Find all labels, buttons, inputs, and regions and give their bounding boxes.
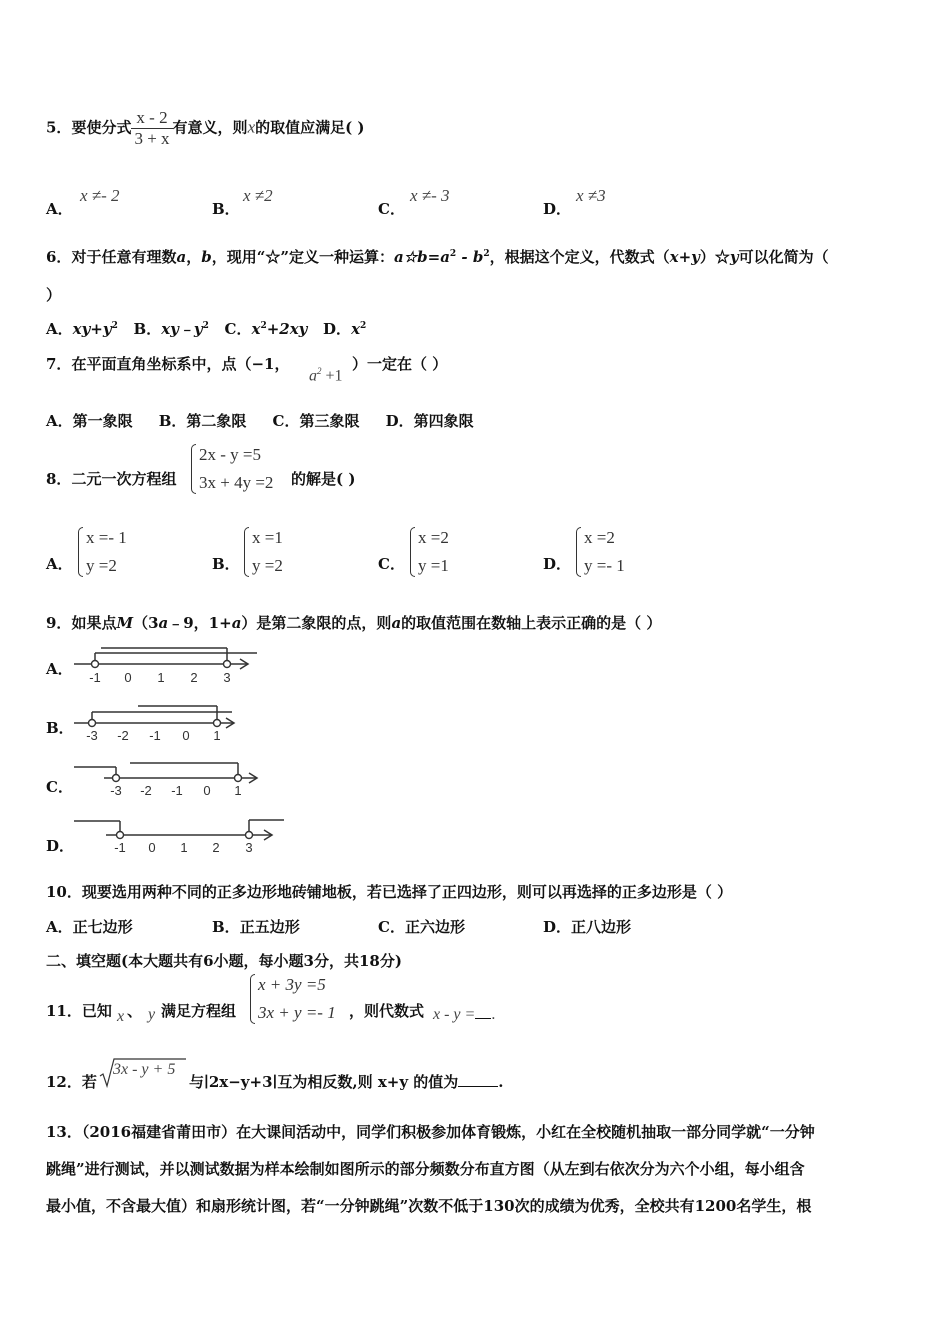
q6-option-c-expr: x	[251, 320, 261, 338]
q7-options[interactable]: A．第一象限 B．第二象限 C．第三象限 D．第四象限	[46, 412, 474, 430]
q6-option-d-sup: 2	[360, 321, 367, 331]
q11-expr-text: x - y =	[433, 1006, 476, 1023]
q5-var: x	[247, 117, 256, 137]
open-circle	[117, 832, 124, 839]
q8-option-c[interactable]	[410, 524, 449, 580]
q11-var-y: y	[148, 1006, 156, 1023]
q13-line-1	[46, 1121, 815, 1142]
q5-option-d-expr: x ≠3	[576, 186, 606, 205]
q7-expr-a: a	[309, 367, 317, 385]
q5-prompt-before: 要使分式	[71, 118, 132, 137]
q6-var-a: a	[176, 248, 187, 266]
q8-option-b-label[interactable]: B．	[212, 555, 240, 573]
tick-label: 1	[234, 783, 242, 798]
q5-option-b-expr: x ≠2	[243, 186, 273, 205]
q5-option-c-expr: x ≠- 3	[410, 186, 450, 205]
q9-number: 9．	[46, 614, 72, 632]
q6-option-b-sup: 2	[202, 321, 209, 331]
q11-text-1: 已知	[81, 1002, 112, 1020]
q6-option-b-expr: xy﹣y	[161, 320, 203, 338]
q9-option-b-numberline[interactable]	[72, 698, 272, 744]
q8-option-c-label[interactable]: C．	[378, 555, 405, 573]
q5-option-c-label: C．	[378, 200, 405, 218]
q11-text-3: ，则代数式	[349, 1002, 425, 1020]
q8-option-d-eq1: x =2	[584, 528, 615, 547]
q9-text-1: 如果点	[71, 614, 117, 632]
tick-label: 1	[180, 840, 188, 855]
q10-option-b[interactable]	[212, 916, 300, 937]
q10-option-a-label: A．	[46, 918, 73, 936]
tick-label: 0	[182, 728, 190, 743]
q6-option-b-label: B．	[133, 320, 162, 338]
q9-option-c-numberline[interactable]	[72, 757, 272, 803]
q6-option-d-label: D．	[323, 320, 352, 338]
q9-option-a-label[interactable]: A．	[46, 660, 73, 678]
q8-option-a-label[interactable]: A．	[46, 555, 73, 573]
tick-label: 0	[203, 783, 211, 798]
q12-answer-blank[interactable]	[458, 1074, 498, 1087]
q9-var-a3: a	[391, 614, 402, 632]
tick-label: -2	[117, 728, 129, 743]
q5-frac-den: 3 + x	[134, 129, 170, 148]
section-heading: 二、填空题(本大题共有6小题，每小题3分，共18分)	[46, 952, 402, 970]
open-circle	[246, 832, 253, 839]
q9-option-a-numberline[interactable]	[72, 640, 272, 686]
q8-number: 8．	[46, 470, 72, 488]
q12-stem-1	[46, 1071, 97, 1092]
q7-stem-2: ）一定在（ ）	[352, 355, 448, 373]
q6-var-y: y	[729, 248, 739, 266]
q9-text-2: （3	[133, 614, 159, 632]
q8-eq2: 3x + 4y =2	[199, 473, 274, 492]
q9-text-3: ﹣9，1+	[168, 614, 232, 632]
q8-option-c-eq1: x =2	[418, 528, 449, 547]
q6-var-b: b	[201, 248, 212, 266]
q6-def: a☆b=a	[393, 248, 450, 266]
q10-option-b-text: 正五边形	[239, 918, 300, 936]
q11-answer-blank[interactable]	[475, 1008, 491, 1019]
q9-option-c-label[interactable]: C．	[46, 778, 73, 796]
q6-comma: ，	[186, 248, 202, 266]
q5-option-c[interactable]	[378, 198, 405, 219]
q10-option-b-label: B．	[212, 918, 240, 936]
q13-line-2: 跳绳”进行测试，并以测试数据为样本绘制如图所示的部分频数分布直方图（从左到右依次分为六个小组，每小组含	[46, 1160, 805, 1178]
q7-text-1: 在平面直角坐标系中，点（−1，	[71, 355, 290, 373]
q9-text-4: ）是第二象限的点，则	[241, 614, 392, 632]
q5-option-d[interactable]	[543, 198, 571, 219]
q11-expr	[433, 1006, 495, 1024]
open-circle	[89, 720, 96, 727]
q6-text-2: ，现用“☆”定义一种运算：	[211, 248, 394, 266]
q8-option-d[interactable]	[576, 524, 625, 580]
q9-var-a1: a	[158, 614, 169, 632]
q9-var-a2: a	[231, 614, 242, 632]
q5-prompt-after: 的取值应满足( )	[255, 118, 365, 137]
q5-option-a-expr: x ≠- 2	[80, 186, 120, 205]
q6-def2: - b	[456, 248, 484, 266]
q9-stem	[46, 612, 661, 633]
q8-option-a-eq2: y =2	[86, 556, 117, 575]
q8-option-d-eq2: y =- 1	[584, 556, 625, 575]
open-circle	[92, 661, 99, 668]
q10-option-d-text: 正八边形	[571, 918, 632, 936]
q13-number: 13．	[46, 1123, 82, 1141]
q5-option-d-label: D．	[543, 200, 572, 218]
q8-option-c-eq2: y =1	[418, 556, 449, 575]
open-circle	[113, 775, 120, 782]
q9-option-b-label[interactable]: B．	[46, 719, 74, 737]
tick-label: -1	[149, 728, 161, 743]
q6-option-d[interactable]	[323, 320, 366, 338]
tick-label: 1	[157, 670, 165, 685]
q5-option-b[interactable]	[212, 198, 240, 219]
q10-option-a[interactable]	[46, 916, 133, 937]
q6-text-3: ，根据这个定义，代数式（	[489, 248, 670, 266]
q11-stem-1	[46, 1000, 112, 1021]
q12-number: 12．	[46, 1073, 82, 1091]
q7-expr-rest: +1	[321, 367, 343, 385]
tick-label: 1	[213, 728, 221, 743]
q8-option-a[interactable]	[78, 524, 127, 580]
q12-text-2: 与∣2x−y+3∣互为相反数,则 x+y 的值为	[189, 1073, 459, 1091]
tick-label: 0	[124, 670, 132, 685]
q5-frac-num: x - 2	[131, 108, 172, 129]
open-circle	[214, 720, 221, 727]
q11-eq2: 3x + y =- 1	[258, 1003, 336, 1022]
q10-option-c-label: C．	[378, 918, 405, 936]
q11-eq1: x + 3y =5	[258, 975, 326, 994]
q8-option-d-label[interactable]: D．	[543, 555, 572, 573]
q5-option-a-label: A．	[46, 200, 73, 218]
tick-label: -1	[171, 783, 183, 798]
q6-sup: 2	[449, 249, 457, 259]
q12-text-1: 若	[81, 1073, 97, 1091]
q10-stem: 10．现要选用两种不同的正多边形地砖铺地板，若已选择了正四边形，则可以再选择的正多边形是（ ）	[46, 883, 733, 901]
tick-label: 0	[148, 840, 156, 855]
q8-eq1: 2x - y =5	[199, 445, 261, 464]
q5-option-b-label: B．	[212, 200, 240, 218]
q7-expr	[309, 366, 343, 385]
q6-line2: ）	[46, 286, 62, 304]
q8-text-1: 二元一次方程组	[71, 470, 177, 488]
q6-option-d-expr: x	[351, 320, 361, 338]
q6-sup2: 2	[483, 249, 490, 259]
q10-option-c[interactable]	[378, 916, 465, 937]
q6-option-c[interactable]	[225, 320, 308, 338]
tick-label: 2	[212, 840, 220, 855]
q8-system	[191, 441, 273, 497]
q11-text-2: 满足方程组	[161, 1002, 237, 1020]
q12-radicand: 3x - y + 5	[113, 1061, 176, 1078]
q7-number: 7．	[46, 355, 72, 373]
tick-label: -3	[86, 728, 98, 743]
q5-fraction	[131, 108, 172, 149]
q7-stem-1	[46, 353, 289, 374]
q8-stem-1	[46, 468, 176, 489]
q11-sep: 、	[127, 1002, 143, 1020]
q6-option-b[interactable]	[134, 320, 209, 338]
tick-label: -1	[89, 670, 101, 685]
tick-label: 2	[190, 670, 198, 685]
q10-option-d-label: D．	[543, 918, 572, 936]
q6-option-a-expr: xy+y	[72, 320, 112, 338]
q6-option-c-label: C．	[224, 320, 252, 338]
q9-text-5: 的取值范围在数轴上表示正确的是（ ）	[401, 614, 662, 632]
q9-point-m: M	[116, 614, 134, 632]
q9-option-d-label[interactable]: D．	[46, 837, 75, 855]
q8-option-a-eq1: x =- 1	[86, 528, 127, 547]
q6-option-a[interactable]	[46, 320, 118, 338]
q11-number: 11．	[46, 1002, 82, 1020]
tick-label: 3	[245, 840, 253, 855]
q5-prompt-mid: 有意义，则	[172, 118, 248, 137]
tick-label: -1	[114, 840, 126, 855]
q11-system	[250, 971, 336, 1027]
q5-stem	[46, 108, 365, 149]
q6-option-c-expr2: +2xy	[266, 320, 308, 338]
q8-option-b-eq1: x =1	[252, 528, 283, 547]
q6-text-4: ）☆	[699, 248, 730, 266]
q12-end: .	[498, 1073, 504, 1091]
q11-end: .	[491, 1006, 496, 1023]
tick-label: -3	[110, 783, 122, 798]
q6-option-c-sup: 2	[260, 321, 267, 331]
q6-xy: x+y	[669, 248, 700, 266]
q7-expr-sup: 2	[317, 366, 322, 376]
q6-number: 6．	[46, 248, 72, 266]
open-circle	[235, 775, 242, 782]
q10-option-a-text: 正七边形	[72, 918, 133, 936]
q5-option-a[interactable]	[46, 198, 73, 219]
tick-label: 3	[223, 670, 231, 685]
q11-var-x: x	[117, 1008, 125, 1025]
q8-option-b-eq2: y =2	[252, 556, 283, 575]
q6-option-a-sup: 2	[111, 321, 118, 331]
q6-option-a-label: A．	[46, 320, 73, 338]
q10-option-d[interactable]	[543, 916, 631, 937]
q8-stem-2: 的解是( )	[291, 470, 356, 488]
q12-stem-2	[189, 1071, 504, 1092]
q6-text-5: 可以化简为（	[738, 248, 829, 266]
q9-option-d-numberline[interactable]	[72, 815, 292, 861]
q6-options	[46, 318, 366, 339]
q10-option-c-text: 正六边形	[404, 918, 465, 936]
q8-option-b[interactable]	[244, 524, 283, 580]
open-circle	[224, 661, 231, 668]
tick-label: -2	[140, 783, 152, 798]
q5-number: 5．	[46, 118, 72, 137]
q6-text-1: 对于任意有理数	[71, 248, 177, 266]
q6-stem	[46, 246, 829, 267]
q13-line-3: 最小值，不含最大值）和扇形统计图，若“一分钟跳绳”次数不低于130次的成绩为优秀，全校共有1200名学生，根	[46, 1197, 812, 1215]
q13-text-1: （2016福建省莆田市）在大课间活动中，同学们积极参加体育锻炼，小红在全校随机抽取一部分同学就“一分钟	[81, 1123, 815, 1141]
